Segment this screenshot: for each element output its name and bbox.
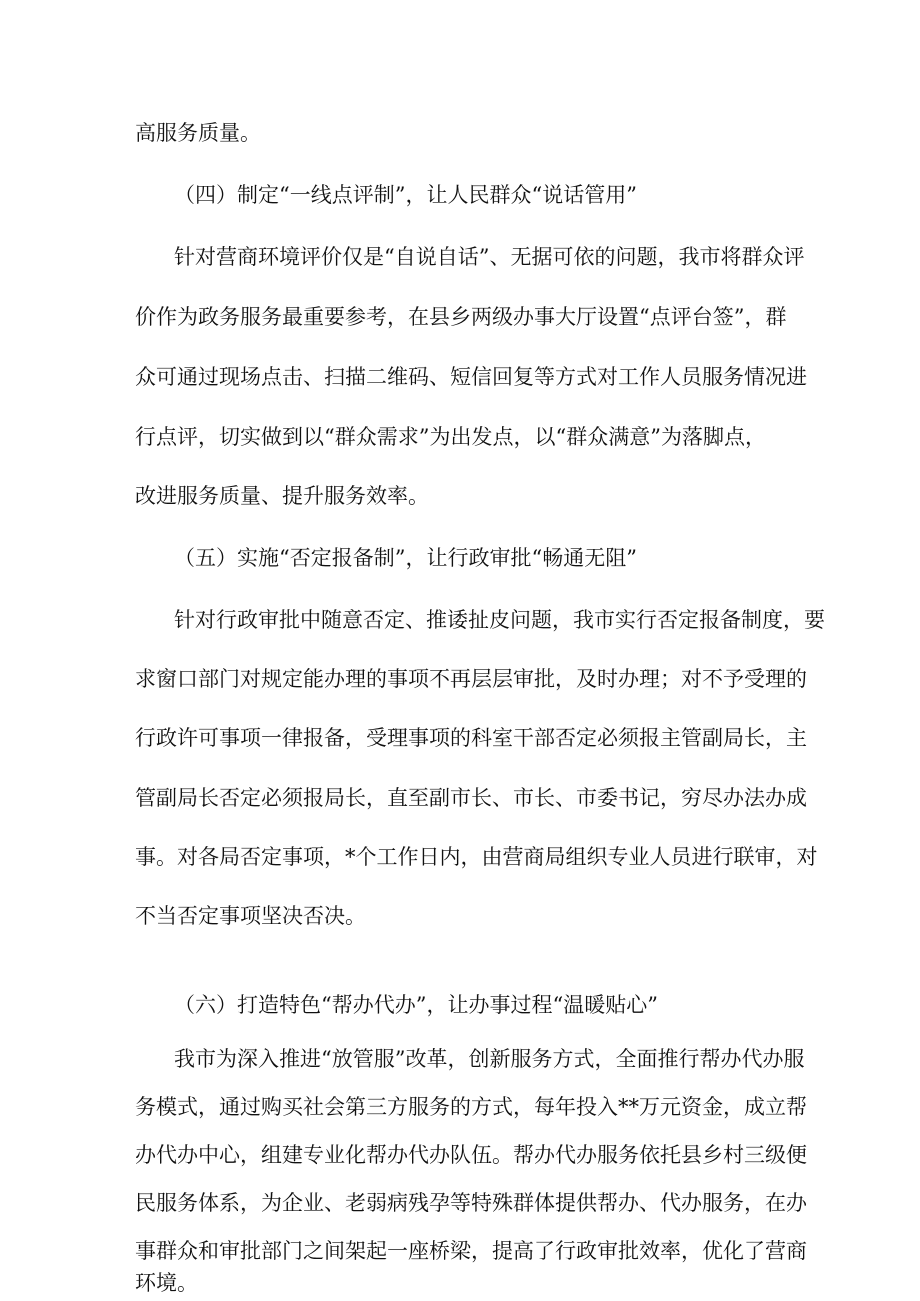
- paragraph-line: 行点评，切实做到以“群众需求”为出发点，以“群众满意”为落脚点，: [135, 425, 766, 449]
- paragraph-line: 务模式，通过购买社会第三方服务的方式，每年投入**万元资金，成立帮: [135, 1095, 807, 1119]
- paragraph-line: 众可通过现场点击、扫描二维码、短信回复等方式对工作人员服务情况进: [135, 365, 807, 389]
- paragraph-line: 不当否定事项坚决否决。: [135, 904, 366, 928]
- paragraph-line: 事。对各局否定事项，*个工作日内，由营商局组织专业人员进行联审，对: [135, 845, 818, 869]
- paragraph-line: 民服务体系，为企业、老弱病残孕等特殊群体提供帮办、代办服务，在办: [135, 1191, 807, 1215]
- continuation-text: 高服务质量。: [135, 121, 261, 145]
- paragraph-line: 改进服务质量、提升服务效率。: [135, 484, 429, 508]
- paragraph-line: 价作为政务服务最重要参考，在县乡两级办事大厅设置“点评台签”，群: [135, 305, 787, 329]
- paragraph-line: 行政许可事项一律报备，受理事项的科室干部否定必须报主管副局长，主: [135, 726, 807, 750]
- paragraph-line: 针对行政审批中随意否定、推诿扯皮问题，我市实行否定报备制度，要: [174, 608, 825, 632]
- paragraph-line: 办代办中心，组建专业化帮办代办队伍。帮办代办服务依托县乡村三级便: [135, 1143, 807, 1167]
- paragraph-line: 我市为深入推进“放管服”改革，创新服务方式，全面推行帮办代办服: [174, 1047, 805, 1071]
- section-heading-6: （六）打造特色“帮办代办”，让办事过程“温暖贴心”: [174, 993, 658, 1017]
- paragraph-line: 管副局长否定必须报局长，直至副市长、市长、市委书记，穷尽办法办成: [135, 786, 807, 810]
- paragraph-line: 事群众和审批部门之间架起一座桥梁，提高了行政审批效率，优化了营商: [135, 1239, 807, 1263]
- section-heading-5: （五）实施“否定报备制”，让行政审批“畅通无阻”: [174, 546, 637, 570]
- section-heading-4: （四）制定“一线点评制”，让人民群众“说话管用”: [174, 183, 637, 207]
- paragraph-line: 针对营商环境评价仅是“自说自话”、无据可依的问题，我市将群众评: [174, 245, 805, 269]
- paragraph-line: 求窗口部门对规定能办理的事项不再层层审批，及时办理；对不予受理的: [135, 667, 807, 691]
- paragraph-line: 环境。: [135, 1271, 198, 1295]
